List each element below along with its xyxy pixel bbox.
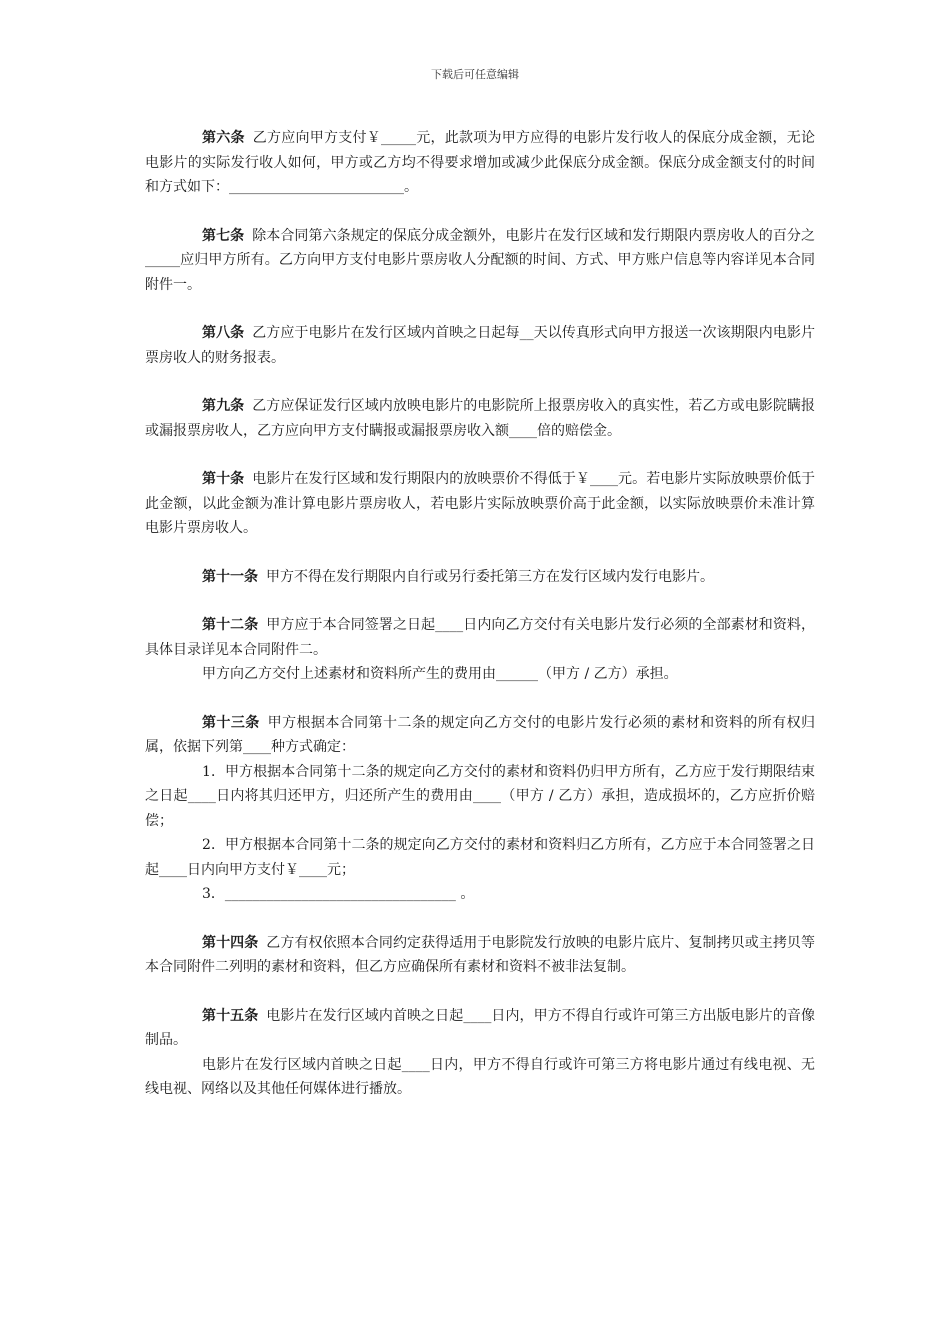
- article-text: 电影片在发行区域和发行期限内的放映票价不得低于￥____元。若电影片实际放映票价低于此金额，以此金额为准计算电影片票房收人，若电影片实际放映票价高于此金额，以实际放映票价未准计算电影片票房收人。: [145, 471, 816, 536]
- article-12: [145, 613, 815, 687]
- article-6: [145, 126, 815, 200]
- article-title: 第十条: [202, 471, 245, 487]
- article-title: 第十一条: [202, 568, 258, 585]
- article-text: 乙方有权依照本合同约定获得适用于电影院发行放映的电影片底片、复制拷贝或主拷贝等本合同附件二列明的素材和资料，但乙方应确保所有素材和资料不被非法复制。: [145, 934, 816, 975]
- article-7: [145, 224, 815, 298]
- article-title: 第十五条: [202, 1007, 259, 1024]
- article-14: [145, 931, 815, 980]
- article-text: 甲方根据本合同第十二条的规定向乙方交付的电影片发行必须的素材和资料的所有权归属，依据下列第____种方式确定：: [145, 714, 816, 755]
- article-text: 乙方应于电影片在发行区域内首映之日起每__天以传真形式向甲方报送一次该期限内电影片票房收人的财务报表。: [145, 325, 816, 366]
- article-8: [145, 321, 815, 370]
- article-title: 第六条: [202, 130, 245, 146]
- article-10: [145, 467, 815, 541]
- article-paragraph: 3．_________________________________ 。: [202, 886, 475, 902]
- article-text: 除本合同第六条规定的保底分成金额外，电影片在发行区域和发行期限内票房收人的百分之_____应归甲方所有。乙方向甲方支付电影片票房收人分配额的时间、方式、甲方账户信息等内容详见本合同附件一。: [145, 227, 816, 293]
- article-paragraph: 2．甲方根据本合同第十二条的规定向乙方交付的素材和资料归乙方所有，乙方应于本合同签署之日起____日内向甲方支付￥____元；: [145, 837, 815, 878]
- page-header: 下载后可任意编辑: [431, 68, 519, 81]
- article-text: 电影片在发行区域内首映之日起____日内，甲方不得自行或许可第三方出版电影片的音像制品。: [145, 1007, 816, 1048]
- article-paragraph: 电影片在发行区域内首映之日起____日内，甲方不得自行或许可第三方将电影片通过有线电视、无线电视、网络以及其他任何媒体进行播放。: [145, 1056, 815, 1097]
- article-paragraph: 1．甲方根据本合同第十二条的规定向乙方交付的素材和资料仍归甲方所有，乙方应于发行期限结束之日起____日内将其归还甲方，归还所产生的费用由____（甲方 / 乙方）承担，造成损坏的，乙方应折价赔偿；: [145, 763, 815, 829]
- article-title: 第十三条: [202, 714, 260, 731]
- article-15: [145, 1004, 815, 1102]
- article-text: 乙方应保证发行区域内放映电影片的电影院所上报票房收入的真实性，若乙方或电影院瞒报或漏报票房收人，乙方应向甲方支付瞒报或漏报票房收入额____倍的赔偿金。: [145, 398, 816, 439]
- article-title: 第八条: [202, 325, 245, 341]
- article-9: [145, 394, 815, 443]
- article-13: [145, 711, 815, 907]
- article-title: 第九条: [202, 398, 245, 414]
- article-text: 乙方应向甲方支付￥_____元，此款项为甲方应得的电影片发行收人的保底分成金额，无论电影片的实际发行收人如何，甲方或乙方均不得要求增加或减少此保底分成金额。保底分成金额支付的时间和方式如下：_________________________。: [145, 130, 815, 195]
- article-text: 甲方应于本合同签署之日起____日内向乙方交付有关电影片发行必须的全部素材和资料，具体目录详见本合同附件二。: [145, 617, 816, 658]
- article-paragraph: 甲方向乙方交付上述素材和资料所产生的费用由______（甲方 / 乙方）承担。: [202, 666, 678, 682]
- contract-body: [145, 126, 815, 1126]
- article-title: 第十二条: [202, 617, 259, 633]
- article-11: [145, 565, 815, 590]
- article-text: 甲方不得在发行期限内自行或另行委托第三方在发行区域内发行电影片。: [266, 568, 714, 585]
- article-title: 第七条: [202, 227, 245, 244]
- article-title: 第十四条: [202, 934, 259, 951]
